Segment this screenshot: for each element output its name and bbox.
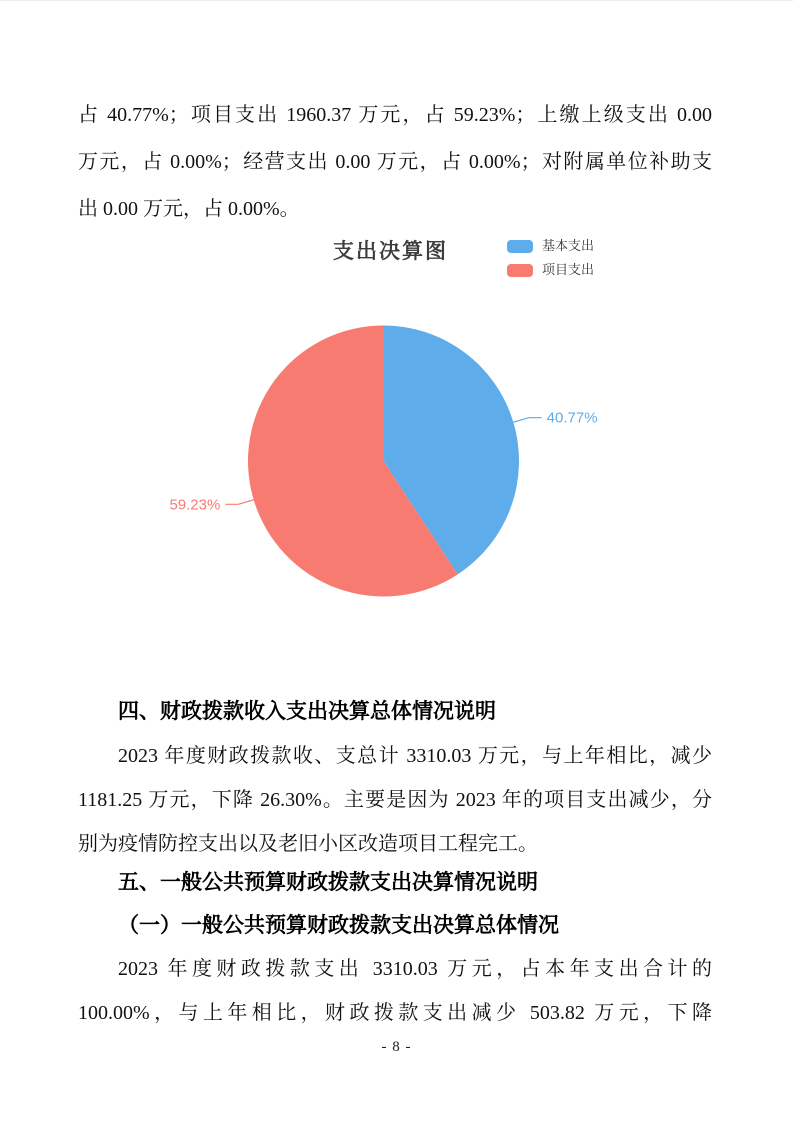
- section-five-heading: 五、一般公共预算财政拨款支出决算情况说明: [118, 871, 538, 894]
- section-four-paragraph: [78, 734, 712, 866]
- text-line: 出 0.00 万元，占 0.00%。: [78, 198, 300, 220]
- pie-percentage-label: 59.23%: [169, 496, 221, 514]
- section-four-heading: 四、财政拨款收入支出决算总体情况说明: [118, 700, 496, 723]
- page-number: - 8 -: [381, 1039, 412, 1055]
- text-line: 别为疫情防控支出以及老旧小区改造项目工程完工。: [78, 833, 538, 855]
- pie-percentage-label: 40.77%: [546, 409, 598, 427]
- text-line: 1181.25 万元，下降 26.30%。主要是因为 2023 年的项目支出减少，分: [78, 789, 712, 811]
- chart-title: 支出决算图: [333, 240, 448, 263]
- text-line: 占 40.77%；项目支出 1960.37 万元，占 59.23%；上缴上级支出 0.00: [78, 104, 712, 126]
- section-five-subheading: （一）一般公共预算财政拨款支出决算总体情况: [118, 914, 559, 937]
- text-line: 100.00%，与上年相比，财政拨款支出减少 503.82 万元，下降: [78, 1002, 712, 1024]
- section-five-paragraph: [78, 947, 712, 1035]
- legend-label: 基本支出: [542, 238, 595, 253]
- pie-callout-line: [513, 418, 541, 423]
- pie-callout-line: [225, 500, 253, 505]
- expenditure-pie-chart: [0, 211, 793, 631]
- legend-label: 项目支出: [542, 262, 595, 277]
- text-line: 万元，占 0.00%；经营支出 0.00 万元，占 0.00%；对附属单位补助支: [78, 151, 712, 173]
- text-line: 2023 年度财政拨款收、支总计 3310.03 万元，与上年相比，减少: [118, 745, 712, 767]
- text-line: 2023 年度财政拨款支出 3310.03 万元，占本年支出合计的: [118, 958, 712, 980]
